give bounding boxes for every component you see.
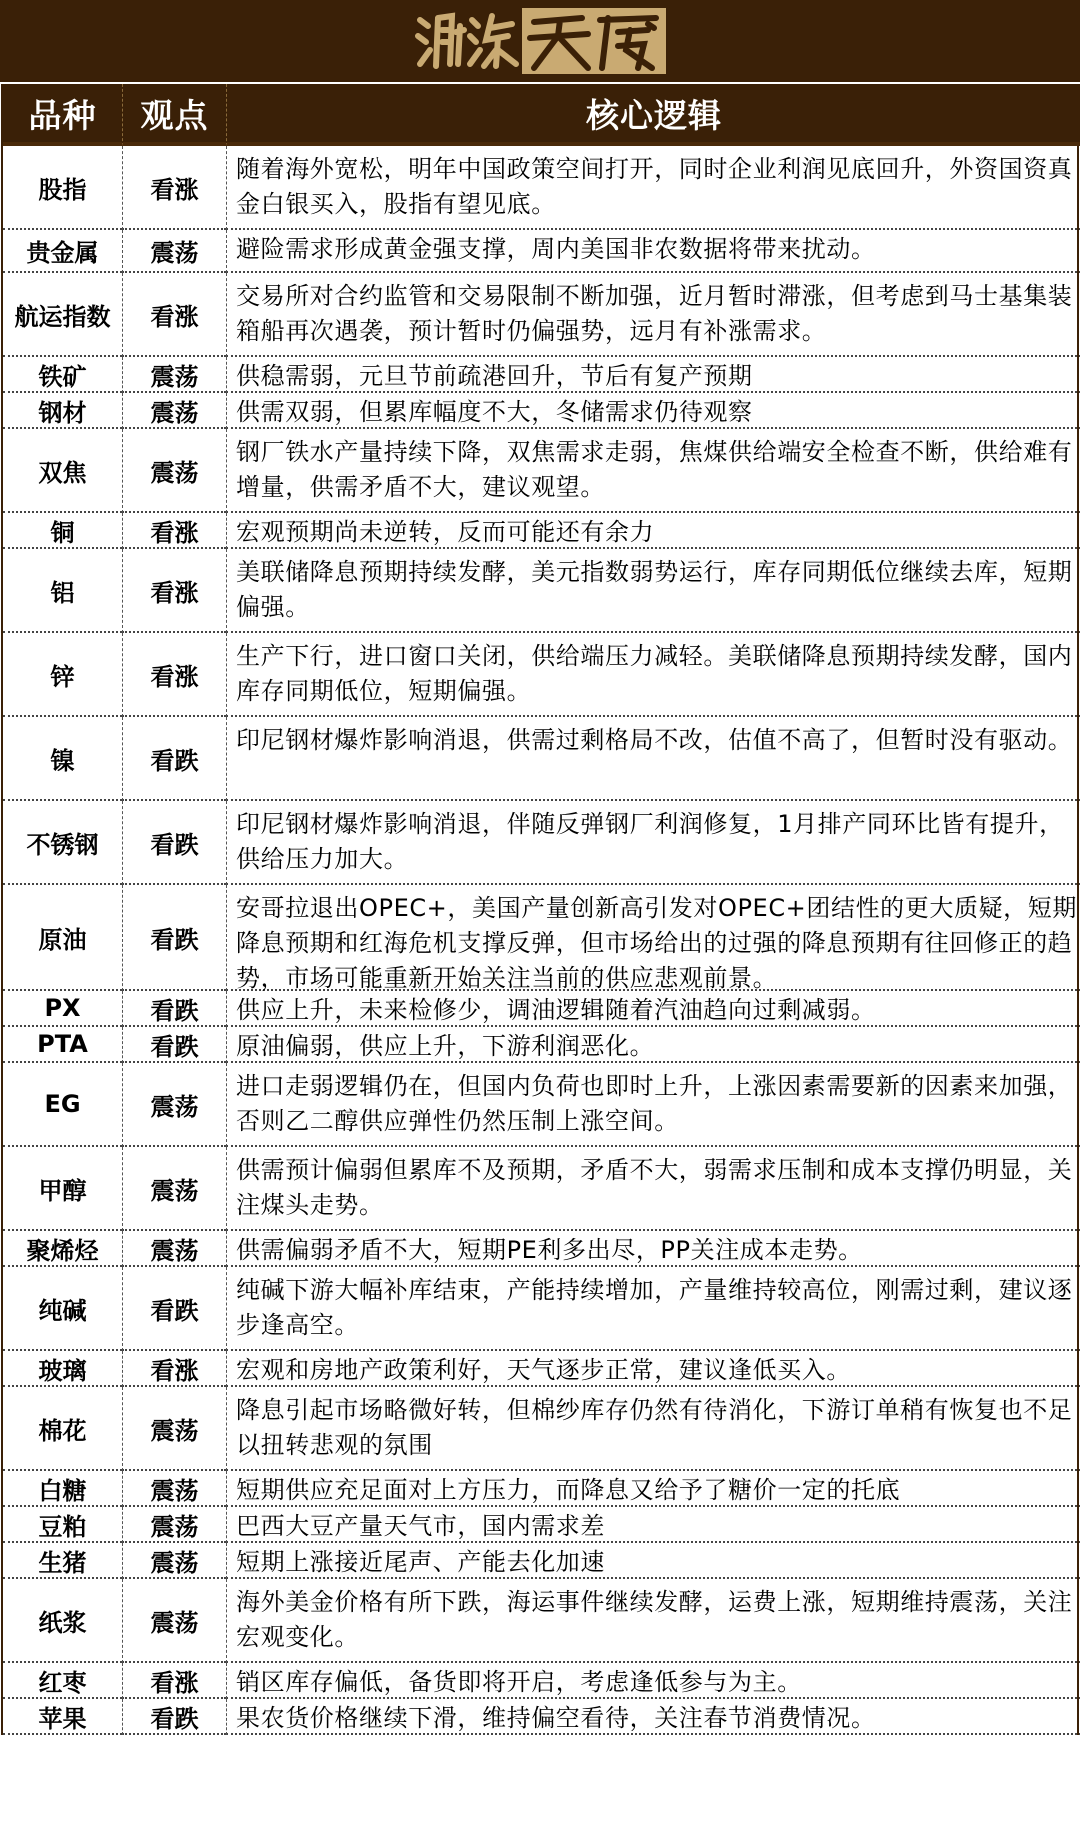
row-logic: 果农货价格继续下滑，维持偏空看待，关注春节消费情况。: [226, 1699, 1080, 1735]
row-variety: 纯碱: [3, 1267, 122, 1351]
row-variety: 航运指数: [3, 273, 122, 357]
row-view: 看涨: [122, 549, 226, 633]
row-view: 看涨: [122, 633, 226, 717]
row-view: 震荡: [122, 1147, 226, 1231]
row-logic: 巴西大豆产量天气市，国内需求差: [226, 1507, 1080, 1543]
row-variety: 铜: [3, 513, 122, 549]
row-variety: 棉花: [3, 1387, 122, 1471]
header-banner: [0, 0, 1080, 84]
row-logic: 进口走弱逻辑仍在，但国内负荷也即时上升，上涨因素需要新的因素来加强，否则乙二醇供应弹性仍然压制上涨空间。: [226, 1063, 1080, 1147]
logo-graphic: [412, 6, 668, 76]
row-logic: 印尼钢材爆炸影响消退，供需过剩格局不改，估值不高了，但暂时没有驱动。: [226, 717, 1080, 801]
row-view: 看跌: [122, 991, 226, 1027]
row-logic: 短期供应充足面对上方压力，而降息又给予了糖价一定的托底: [226, 1471, 1080, 1507]
row-view: 震荡: [122, 1471, 226, 1507]
row-variety: 纸浆: [3, 1579, 122, 1663]
row-view: 看跌: [122, 1027, 226, 1063]
row-variety: EG: [3, 1063, 122, 1147]
row-view: 震荡: [122, 357, 226, 393]
row-logic: 销区库存偏低，备货即将开启，考虑逢低参与为主。: [226, 1663, 1080, 1699]
row-logic: 随着海外宽松，明年中国政策空间打开，同时企业利润见底回升，外资国资真金白银买入，股指有望见底。: [226, 146, 1080, 230]
row-variety: 股指: [3, 146, 122, 230]
row-logic: 宏观预期尚未逆转，反而可能还有余力: [226, 513, 1080, 549]
row-variety: PX: [3, 991, 122, 1027]
row-logic: 供需偏弱矛盾不大，短期PE利多出尽，PP关注成本走势。: [226, 1231, 1080, 1267]
row-logic: 生产下行，进口窗口关闭，供给端压力减轻。美联储降息预期持续发酵，国内库存同期低位，短期偏强。: [226, 633, 1080, 717]
row-variety: 苹果: [3, 1699, 122, 1735]
column-header-view: 观点: [122, 84, 226, 146]
row-view: 看跌: [122, 717, 226, 801]
row-variety: 原油: [3, 885, 122, 991]
row-view: 看跌: [122, 1699, 226, 1735]
row-view: 看涨: [122, 1351, 226, 1387]
row-logic: 宏观和房地产政策利好，天气逐步正常，建议逢低买入。: [226, 1351, 1080, 1387]
row-logic: 原油偏弱，供应上升，下游利润恶化。: [226, 1027, 1080, 1063]
row-variety: 铁矿: [3, 357, 122, 393]
row-view: 震荡: [122, 1063, 226, 1147]
row-logic: 钢厂铁水产量持续下降，双焦需求走弱，焦煤供给端安全检查不断，供给难有增量，供需矛盾不大，建议观望。: [226, 429, 1080, 513]
row-view: 震荡: [122, 230, 226, 273]
row-view: 看跌: [122, 801, 226, 885]
row-variety: 锌: [3, 633, 122, 717]
row-variety: 红枣: [3, 1663, 122, 1699]
row-variety: 白糖: [3, 1471, 122, 1507]
row-variety: 贵金属: [3, 230, 122, 273]
row-variety: 玻璃: [3, 1351, 122, 1387]
row-variety: 钢材: [3, 393, 122, 429]
row-logic: 短期上涨接近尾声、产能去化加速: [226, 1543, 1080, 1579]
row-logic: 降息引起市场略微好转，但棉纱库存仍然有待消化，下游订单稍有恢复也不足以扭转悲观的氛围: [226, 1387, 1080, 1471]
row-view: 震荡: [122, 1543, 226, 1579]
row-logic: 安哥拉退出OPEC+，美国产量创新高引发对OPEC+团结性的更大质疑，短期降息预期和红海危机支撑反弹，但市场给出的过强的降息预期有往回修正的趋势，市场可能重新开始关注当前的供应悲观前景。: [226, 885, 1080, 991]
row-view: 看跌: [122, 885, 226, 991]
row-logic: 美联储降息预期持续发酵，美元指数弱势运行，库存同期低位继续去库，短期偏强。: [226, 549, 1080, 633]
column-header-logic: 核心逻辑: [226, 84, 1080, 146]
row-view: 看涨: [122, 513, 226, 549]
row-view: 震荡: [122, 1387, 226, 1471]
row-logic: 供稳需弱，元旦节前疏港回升，节后有复产预期: [226, 357, 1080, 393]
row-view: 看涨: [122, 146, 226, 230]
column-header-variety: 品种: [3, 84, 122, 146]
futures-view-table: [1, 84, 1079, 1735]
row-view: 看跌: [122, 1267, 226, 1351]
row-logic: 供需双弱，但累库幅度不大，冬储需求仍待观察: [226, 393, 1080, 429]
row-logic: 供需预计偏弱但累库不及预期，矛盾不大，弱需求压制和成本支撑仍明显，关注煤头走势。: [226, 1147, 1080, 1231]
company-logo: [412, 6, 668, 76]
row-variety: 聚烯烃: [3, 1231, 122, 1267]
row-logic: 纯碱下游大幅补库结束，产能持续增加，产量维持较高位，刚需过剩，建议逐步逢高空。: [226, 1267, 1080, 1351]
row-view: 震荡: [122, 429, 226, 513]
row-variety: 甲醇: [3, 1147, 122, 1231]
row-logic: 避险需求形成黄金强支撑，周内美国非农数据将带来扰动。: [226, 230, 1080, 273]
row-variety: 豆粕: [3, 1507, 122, 1543]
row-view: 震荡: [122, 1579, 226, 1663]
row-logic: 供应上升，未来检修少，调油逻辑随着汽油趋向过剩减弱。: [226, 991, 1080, 1027]
row-view: 震荡: [122, 1231, 226, 1267]
row-variety: 不锈钢: [3, 801, 122, 885]
row-view: 震荡: [122, 1507, 226, 1543]
row-variety: 双焦: [3, 429, 122, 513]
row-view: 看涨: [122, 273, 226, 357]
row-variety: 生猪: [3, 1543, 122, 1579]
row-logic: 印尼钢材爆炸影响消退，伴随反弹钢厂利润修复，1月排产同环比皆有提升，供给压力加大。: [226, 801, 1080, 885]
row-view: 看涨: [122, 1663, 226, 1699]
row-logic: 交易所对合约监管和交易限制不断加强，近月暂时滞涨，但考虑到马士基集装箱船再次遇袭，预计暂时仍偏强势，远月有补涨需求。: [226, 273, 1080, 357]
row-variety: 铝: [3, 549, 122, 633]
row-view: 震荡: [122, 393, 226, 429]
row-logic: 海外美金价格有所下跌，海运事件继续发酵，运费上涨，短期维持震荡，关注宏观变化。: [226, 1579, 1080, 1663]
row-variety: PTA: [3, 1027, 122, 1063]
row-variety: 镍: [3, 717, 122, 801]
